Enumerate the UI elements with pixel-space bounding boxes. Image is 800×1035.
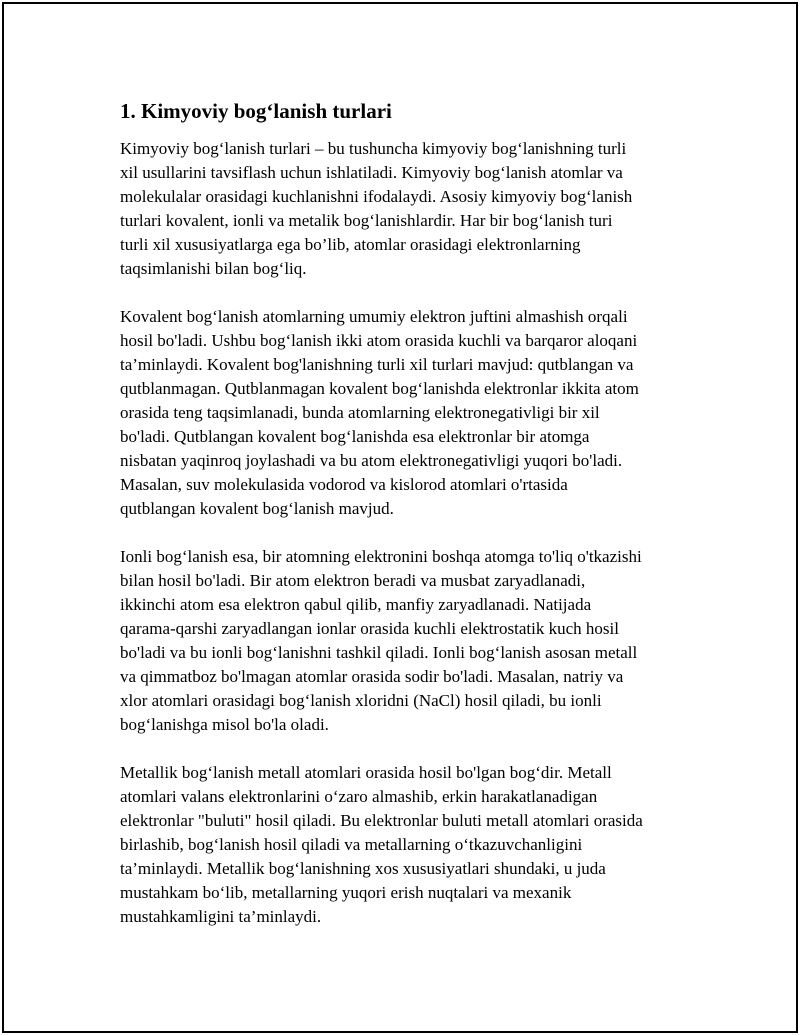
page-title: 1. Kimyoviy bog‘lanish turlari: [120, 99, 392, 123]
paragraph-intro: Kimyoviy bog‘lanish turlari – bu tushuncha kimyoviy bog‘lanishning turli xil usullarini tavsiflash uchun ishlatiladi. Kimyoviy bog‘lanish atomlar va molekulalar orasidagi kuchlanishni ifodalaydi. Asosiy kimyoviy bog‘lanish turlari kovalent, ionli va metalik bog‘lanishlardir. Har bir bog‘lanish turi turli xil xususiyatlarga ega bo’lib, atomlar orasidagi elektronlarning taqsimlanishi bilan bog‘liq.: [120, 139, 633, 278]
page-frame: [2, 2, 798, 1033]
paragraph-covalent: Kovalent bog‘lanish atomlarning umumiy elektron juftini almashish orqali hosil bo'ladi. Ushbu bog‘lanish ikki atom orasida kuchli va barqaror aloqani ta’minlaydi. Kovalent bog'lanishning turli xil turlari mavjud: qutblangan va qutblanmagan. Qutblanmagan kovalent bog‘lanishda elektronlar ikkita atom orasida teng taqsimlanadi, bunda atomlarning elektronegativligi bir xil bo'ladi. Qutblangan kovalent bog‘lanishda esa elektronlar bir atomga nisbatan yaqinroq joylashadi va bu atom elektronegativligi yuqori bo'ladi. Masalan, suv molekulasida vodorod va kislorod atomlari o'rtasida qutblangan kovalent bog‘lanish mavjud.: [120, 307, 639, 518]
paragraph-metallic: Metallik bog‘lanish metall atomlari orasida hosil bo'lgan bog‘dir. Metall atomlari valans elektronlarini o‘zaro almashib, erkin harakatlanadigan elektronlar "buluti" hosil qiladi. Bu elektronlar buluti metall atomlari orasida birlashib, bog‘lanish hosil qiladi va metallarning o‘tkazuvchanligini ta’minlaydi. Metallik bog‘lanishning xos xususiyatlari shundaki, u juda mustahkam bo‘lib, metallarning yuqori erish nuqtalari va mexanik mustahkamligini ta’minlaydi.: [120, 763, 643, 926]
document-body: [120, 97, 700, 953]
paragraph-ionic: Ionli bog‘lanish esa, bir atomning elektronini boshqa atomga to'liq o'tkazishi bilan hosil bo'ladi. Bir atom elektron beradi va musbat zaryadlanadi, ikkinchi atom esa elektron qabul qilib, manfiy zaryadlanadi. Natijada qarama-qarshi zaryadlangan ionlar orasida kuchli elektrostatik kuch hosil bo'ladi va bu ionli bog‘lanishni tashkil qiladi. Ionli bog‘lanish asosan metall va qimmatboz bo'lmagan atomlar orasida sodir bo'ladi. Masalan, natriy va xlor atomlari orasidagi bog‘lanish xloridni (NaCl) hosil qiladi, bu ionli bog‘lanishga misol bo'la oladi.: [120, 547, 642, 734]
